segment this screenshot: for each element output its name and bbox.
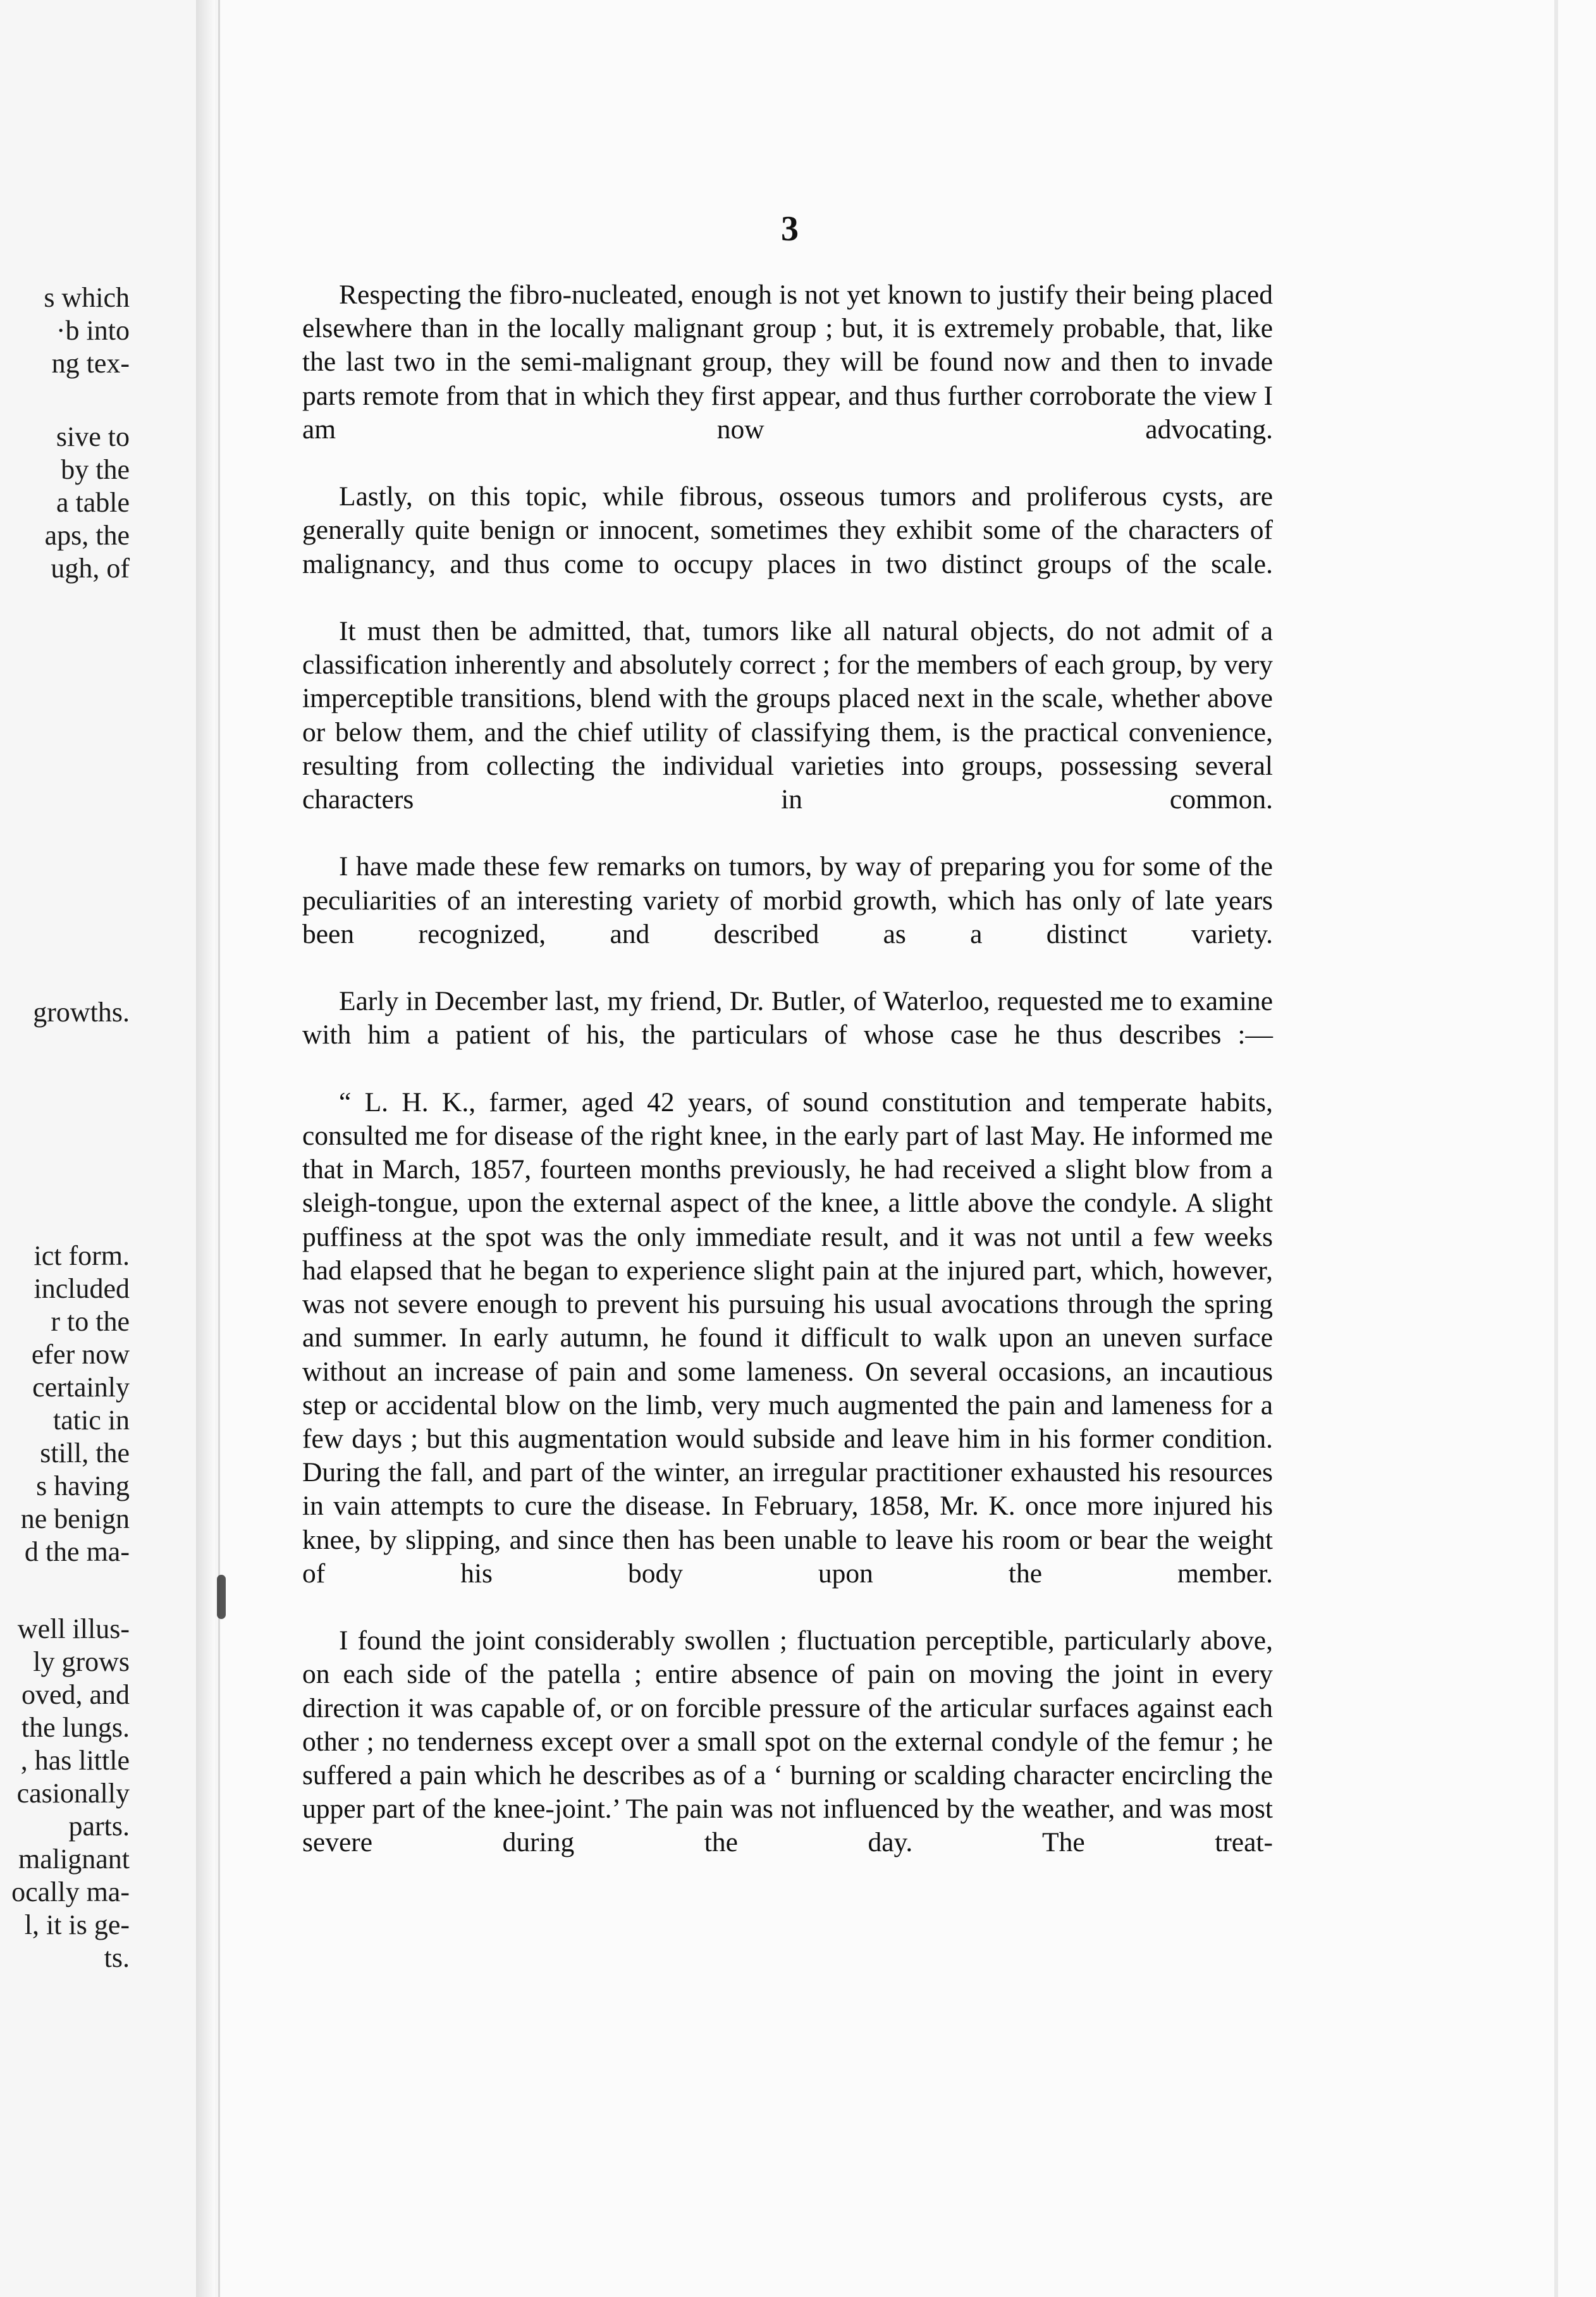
facing-line: l, it is ge- bbox=[24, 1909, 130, 1940]
page-edge-rule bbox=[1554, 0, 1558, 2297]
facing-line: by the bbox=[61, 454, 130, 485]
facing-line: s having bbox=[36, 1470, 130, 1501]
facing-line: ne benign bbox=[20, 1503, 130, 1534]
facing-line: the lungs. bbox=[21, 1712, 130, 1743]
body-text bbox=[302, 278, 1273, 1894]
facing-line: aps, the bbox=[44, 520, 130, 551]
facing-page-block-5 bbox=[0, 1613, 130, 1974]
paragraph-classification: It must then be admitted, that, tumors like all natural objects, do not admit of a classification inherently and absolutely correct ; for the members of each group, by very imperceptible transitions, blend with the groups placed next in the scale, whether above or below them, and the chief utility of classifying them, is the practical convenience, resulting from collecting the individual varieties into groups, possessing several characters in common. bbox=[302, 616, 1273, 815]
page-number: 3 bbox=[781, 209, 799, 249]
facing-line: ly grows bbox=[33, 1646, 130, 1677]
facing-page-fragment bbox=[0, 0, 220, 2297]
page-fold-shadow bbox=[196, 0, 215, 2297]
paragraph-case-history: “ L. H. K., farmer, aged 42 years, of sound constitution and temperate habits, consulted me for disease of the right knee, in the early part of last May. He informed me that in March, 1857, fourteen months previously, he had received a slight blow from a sleigh-tongue, upon the external aspect of the knee, a little above the condyle. A slight puffiness at the spot was the only immediate result, and it was not until a few weeks had elapsed that he began to experience slight pain at the injured part, which, however, was not severe enough to prevent his pursuing his usual avocations through the spring and summer. In early autumn, he found it difficult to walk upon an uneven surface without an increase of pain and some lameness. On several occasions, an incautious step or accidental blow on the limb, very much augmented the pain and lameness for a few days ; but this augmentation would subside and leave him in his former condition. During the fall, and part of the winter, an irregular practitioner exhausted his resources in vain attempts to cure the disease. In February, 1858, Mr. K. once more injured his knee, by slipping, and since then has been unable to leave his room or bear the weight of his body upon the member. bbox=[302, 1087, 1273, 1589]
paragraph-examination: I found the joint considerably swollen ; fluctuation perceptible, particularly above, on each side of the patella ; entire absence of pain on moving the joint in every direction it was capable of, or on forcible pressure of the articular surfaces against each other ; no tenderness except over a small spot on the external condyle of the femur ; he suffered a pain which he describes as of a ‘ burning or scalding character encircling the upper part of the knee-joint.’ The pain was not influenced by the weather, and was most severe during the day. The treat- bbox=[302, 1625, 1273, 1858]
facing-line: growths. bbox=[33, 997, 130, 1028]
facing-line: , has little bbox=[20, 1745, 130, 1776]
facing-line: ugh, of bbox=[51, 553, 130, 584]
paragraph-lastly: Lastly, on this topic, while fibrous, osseous tumors and proliferous cysts, are generally quite benign or innocent, sometimes they exhibit some of the characters of malignancy, and thus come to occupy places in two distinct groups of the scale. bbox=[302, 481, 1273, 579]
facing-line: parts. bbox=[68, 1811, 130, 1842]
facing-line: ts. bbox=[104, 1942, 130, 1973]
paragraph-fibro-nucleated: Respecting the fibro-nucleated, enough is not yet known to justify their being placed elsewhere than in the locally malignant group ; but, it is extremely probable, that, like the last two in the semi-malignant group, they will be found now and then to invade parts remote from that in which they first appear, and thus further corroborate the view I am now advocating. bbox=[302, 280, 1273, 445]
facing-line: s which bbox=[44, 282, 130, 313]
facing-line: oved, and bbox=[21, 1679, 130, 1710]
facing-line: ng tex- bbox=[51, 348, 130, 379]
paragraph-december: Early in December last, my friend, Dr. Butler, of Waterloo, requested me to examine with him a patient of his, the particulars of whose case he thus describes :— bbox=[302, 986, 1273, 1050]
paragraph-remarks: I have made these few remarks on tumors, by way of preparing you for some of the peculiarities of an interesting variety of morbid growth, which has only of late years been recognized, and described as a distinct variety. bbox=[302, 851, 1273, 949]
facing-line: casionally bbox=[16, 1778, 130, 1809]
facing-page-block-2 bbox=[0, 421, 130, 585]
facing-line: r to the bbox=[51, 1306, 130, 1337]
facing-line: malignant bbox=[18, 1844, 130, 1875]
facing-line: efer now bbox=[31, 1339, 130, 1370]
facing-line: ocally ma- bbox=[11, 1876, 130, 1907]
facing-line: sive to bbox=[56, 421, 130, 452]
facing-line: well illus- bbox=[17, 1613, 130, 1644]
facing-line: d the ma- bbox=[24, 1536, 130, 1567]
facing-line: still, the bbox=[40, 1438, 130, 1469]
facing-line: ict form. bbox=[34, 1240, 130, 1271]
facing-line: ·b into bbox=[56, 315, 130, 346]
ink-smudge bbox=[217, 1575, 226, 1619]
facing-line: a table bbox=[56, 487, 130, 518]
facing-page-block-1 bbox=[0, 281, 130, 380]
facing-line: certainly bbox=[32, 1372, 130, 1403]
facing-line: included bbox=[34, 1273, 130, 1304]
facing-line: tatic in bbox=[53, 1405, 130, 1436]
facing-page-block-3 bbox=[0, 996, 130, 1029]
facing-page-block-4 bbox=[0, 1240, 130, 1568]
